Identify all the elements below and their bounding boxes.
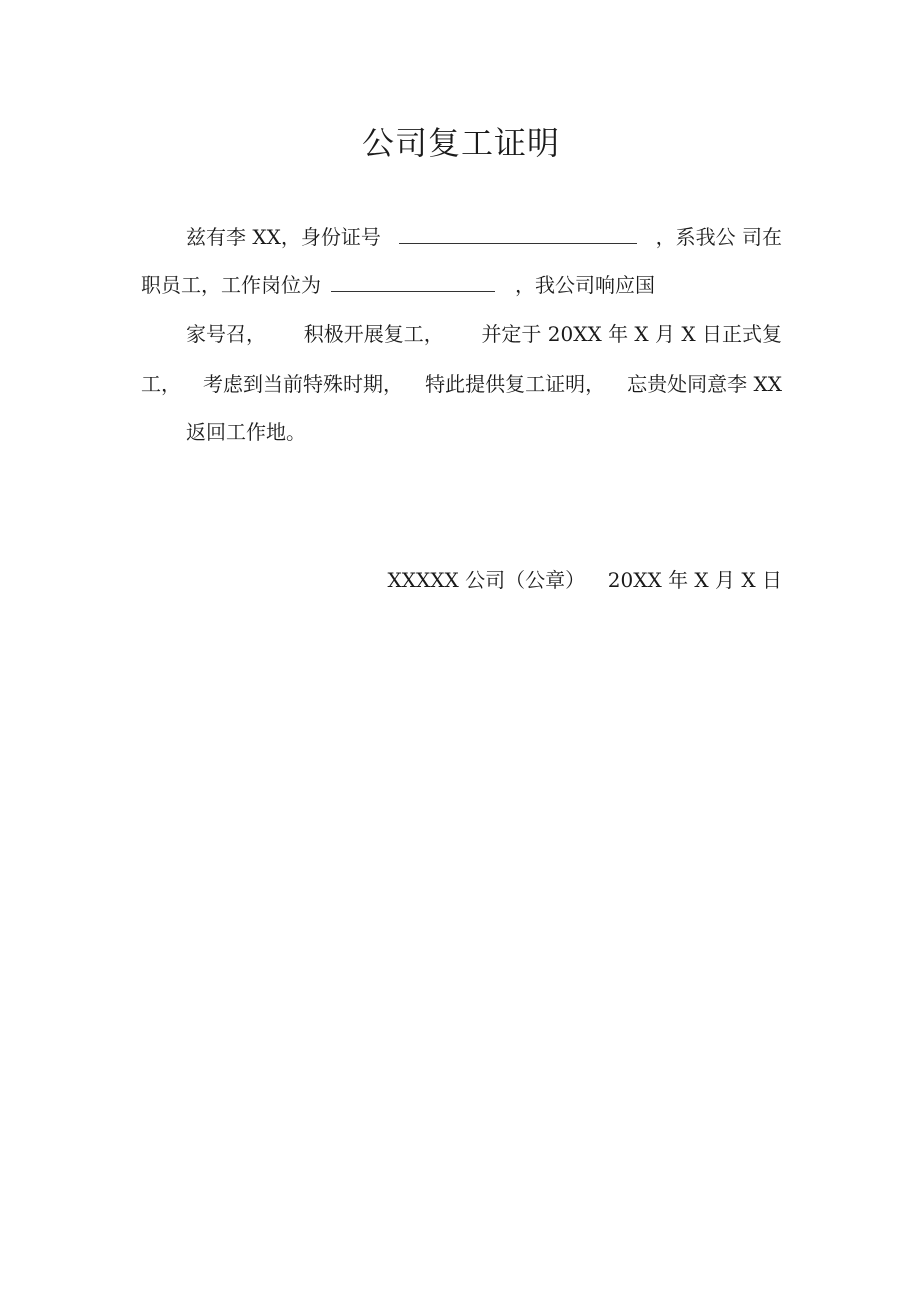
body-text: 返回工作地。 xyxy=(186,420,306,444)
body-text: 职员工，工作岗位为 xyxy=(141,273,321,297)
body-line-2 xyxy=(141,271,655,299)
body-line-5 xyxy=(186,418,306,446)
body-line-3 xyxy=(186,320,782,348)
signature-block xyxy=(388,566,782,594)
company-seal-label: XXXXX 公司（公章） xyxy=(387,568,586,592)
body-text: 并定于 20XX 年 X 月 X 日正式复 xyxy=(481,322,782,346)
body-line-4 xyxy=(141,370,782,398)
document-title: 公司复工证明 xyxy=(361,124,560,162)
body-text: 特此提供复工证明， xyxy=(425,372,606,396)
body-text: 忘贵处同意李 XX xyxy=(627,372,782,396)
body-text: 工， xyxy=(141,372,181,396)
body-text: 积极开展复工， xyxy=(303,322,444,346)
body-line-1 xyxy=(186,223,782,251)
body-text: 兹有李 XX，身份证号 xyxy=(186,225,381,249)
id-number-blank xyxy=(399,223,637,244)
body-text: 考虑到当前特殊时期， xyxy=(203,372,404,396)
body-text: 家号召， xyxy=(186,322,266,346)
signature-date: 20XX 年 X 月 X 日 xyxy=(607,568,782,592)
body-text: ，系我公 司在 xyxy=(655,225,782,249)
body-text: ，我公司响应国 xyxy=(515,273,655,297)
job-position-blank xyxy=(331,271,495,292)
